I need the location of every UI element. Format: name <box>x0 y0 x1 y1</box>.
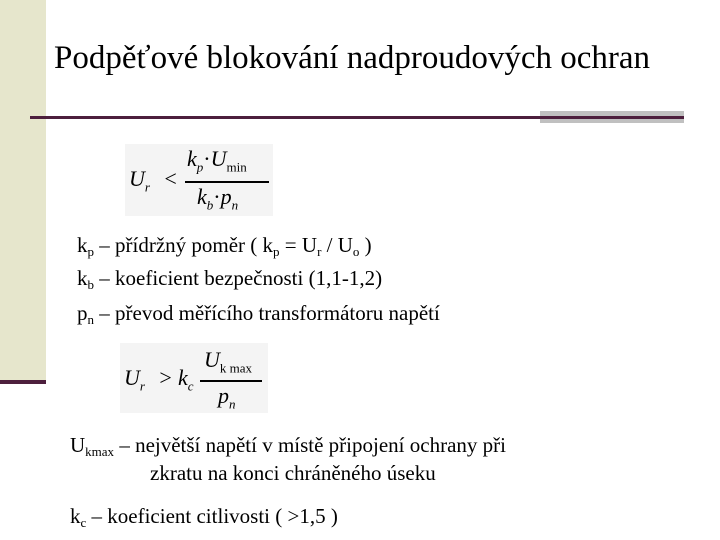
formula2-numerator: $U_{k max}$ <box>204 347 253 376</box>
formula1-denominator: $k_b\cdot p_n$ <box>197 184 239 213</box>
definition-kp: $k_p$ – přídržný poměr ( $k_p = U_r / U_o$ ) <box>77 233 372 259</box>
slide-title: Podpěťové blokování nadproudových ochran <box>54 40 651 76</box>
definition-ukmax: $U_{kmax}$ – největší napětí v místě připojení ochrany při <box>70 433 506 459</box>
formula1-fraction-bar <box>185 181 269 183</box>
formula-pickup-voltage <box>125 144 273 216</box>
sidebar-bar <box>0 0 46 380</box>
sidebar-foot-line <box>0 380 46 384</box>
definition-kb: $k_b$ – koeficient bezpečnosti (1,1-1,2) <box>77 266 383 292</box>
definition-pn: $p_n$ – převod měřícího transformátoru napětí <box>77 301 440 327</box>
formula2-fraction-bar <box>200 380 262 382</box>
formula2-coefficient: $k_c$ <box>178 365 194 394</box>
formula2-lhs: $U_r$ <box>124 365 145 394</box>
formula2-relation: > <box>158 365 173 390</box>
formula1-numerator: $k_p\cdot U_{min}$ <box>187 146 247 175</box>
formula1-relation: < <box>163 166 178 191</box>
formula-sensitivity <box>120 343 268 413</box>
definition-ukmax-continued: zkratu na konci chráněného úseku <box>150 461 436 485</box>
formula2-denominator: $p_n$ <box>218 383 236 412</box>
title-underline <box>30 116 540 119</box>
title-underline-accent <box>540 111 684 123</box>
definition-kc: $k_c$ – koeficient citlivosti ( >1,5 ) <box>70 504 338 530</box>
formula1-lhs: $U_r$ <box>129 166 150 195</box>
